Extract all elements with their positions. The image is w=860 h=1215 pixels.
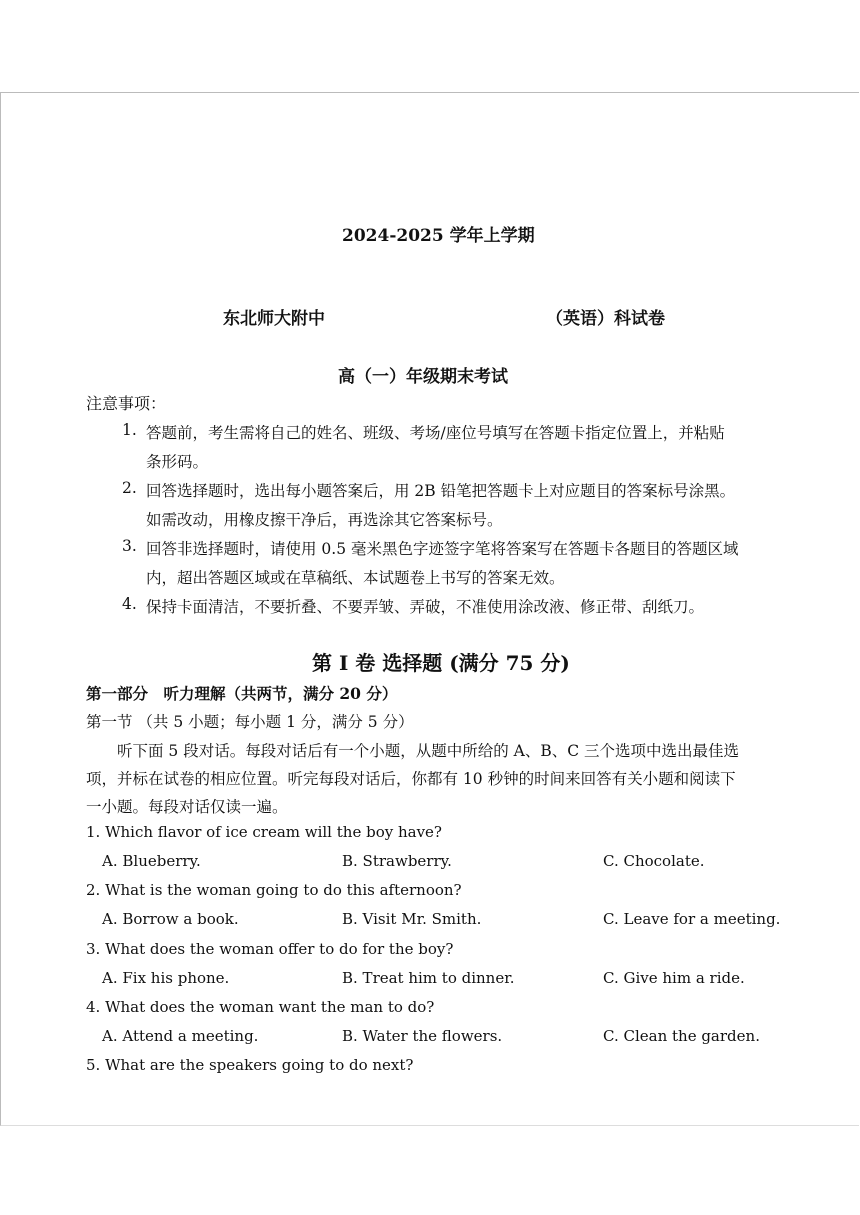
exam-title: 高（一）年级期末考试 [338, 367, 508, 387]
notice-item-2-num: 2. [122, 479, 137, 497]
notice-label: 注意事项： [86, 394, 167, 413]
academic-year-title: 2024-2025 学年上学期 [342, 226, 535, 246]
question-2-option-b: B. Visit Mr. Smith. [342, 910, 482, 928]
notice-item-1-line2: 条形码。 [146, 453, 209, 471]
question-1-option-b: B. Strawberry. [342, 852, 452, 870]
notice-item-1-line1: 答题前，考生需将自己的姓名、班级、考场/座位号填写在答题卡指定位置上，并粘贴 [146, 424, 725, 442]
subject-title: （英语）科试卷 [546, 309, 665, 329]
question-1-option-a: A. Blueberry. [102, 852, 201, 870]
notice-item-2-line2: 如需改动，用橡皮擦干净后，再选涂其它答案标号。 [146, 511, 503, 529]
question-1-option-c: C. Chocolate. [603, 852, 705, 870]
part-heading: 第一部分 听力理解（共两节，满分 20 分） [86, 684, 398, 703]
question-2-option-c: C. Leave for a meeting. [603, 910, 781, 928]
subsection-heading: 第一节 （共 5 小题；每小题 1 分，满分 5 分） [86, 713, 414, 731]
question-4-option-c: C. Clean the garden. [603, 1027, 760, 1045]
school-name: 东北师大附中 [223, 309, 325, 329]
instruction-line-3: 一小题。每段对话仅读一遍。 [86, 798, 288, 816]
notice-item-4-num: 4. [122, 595, 137, 613]
notice-item-3-num: 3. [122, 537, 137, 555]
question-4-option-b: B. Water the flowers. [342, 1027, 503, 1045]
question-1-text: 1. Which flavor of ice cream will the boy have? [86, 823, 442, 841]
question-3-text: 3. What does the woman offer to do for the boy? [86, 940, 454, 958]
question-5-text: 5. What are the speakers going to do next? [86, 1056, 414, 1074]
notice-item-3-line2: 内，超出答题区域或在草稿纸、本试题卷上书写的答案无效。 [146, 569, 565, 587]
question-4-text: 4. What does the woman want the man to do? [86, 998, 435, 1016]
notice-item-3-line1: 回答非选择题时，请使用 0.5 毫米黑色字迹签字笔将答案写在答题卡各题目的答题区域 [146, 540, 739, 558]
section-title: 第 I 卷 选择题 (满分 75 分) [312, 651, 570, 675]
question-3-option-b: B. Treat him to dinner. [342, 969, 515, 987]
notice-item-1-num: 1. [122, 421, 137, 439]
question-4-option-a: A. Attend a meeting. [102, 1027, 259, 1045]
question-3-option-a: A. Fix his phone. [102, 969, 230, 987]
instruction-line-1: 听下面 5 段对话。每段对话后有一个小题，从题中所给的 A、B、C 三个选项中选出最佳选 [117, 742, 740, 760]
notice-item-2-line1: 回答选择题时，选出每小题答案后，用 2B 铅笔把答题卡上对应题目的答案标号涂黑。 [146, 482, 736, 500]
question-2-option-a: A. Borrow a book. [102, 910, 239, 928]
instruction-line-2: 项，并标在试卷的相应位置。听完每段对话后，你都有 10 秒钟的时间来回答有关小题和阅读下 [86, 770, 736, 788]
question-3-option-c: C. Give him a ride. [603, 969, 745, 987]
notice-item-4-line1: 保持卡面清洁，不要折叠、不要弄皱、弄破，不准使用涂改液、修正带、刮纸刀。 [146, 598, 705, 616]
question-2-text: 2. What is the woman going to do this afternoon? [86, 881, 462, 899]
